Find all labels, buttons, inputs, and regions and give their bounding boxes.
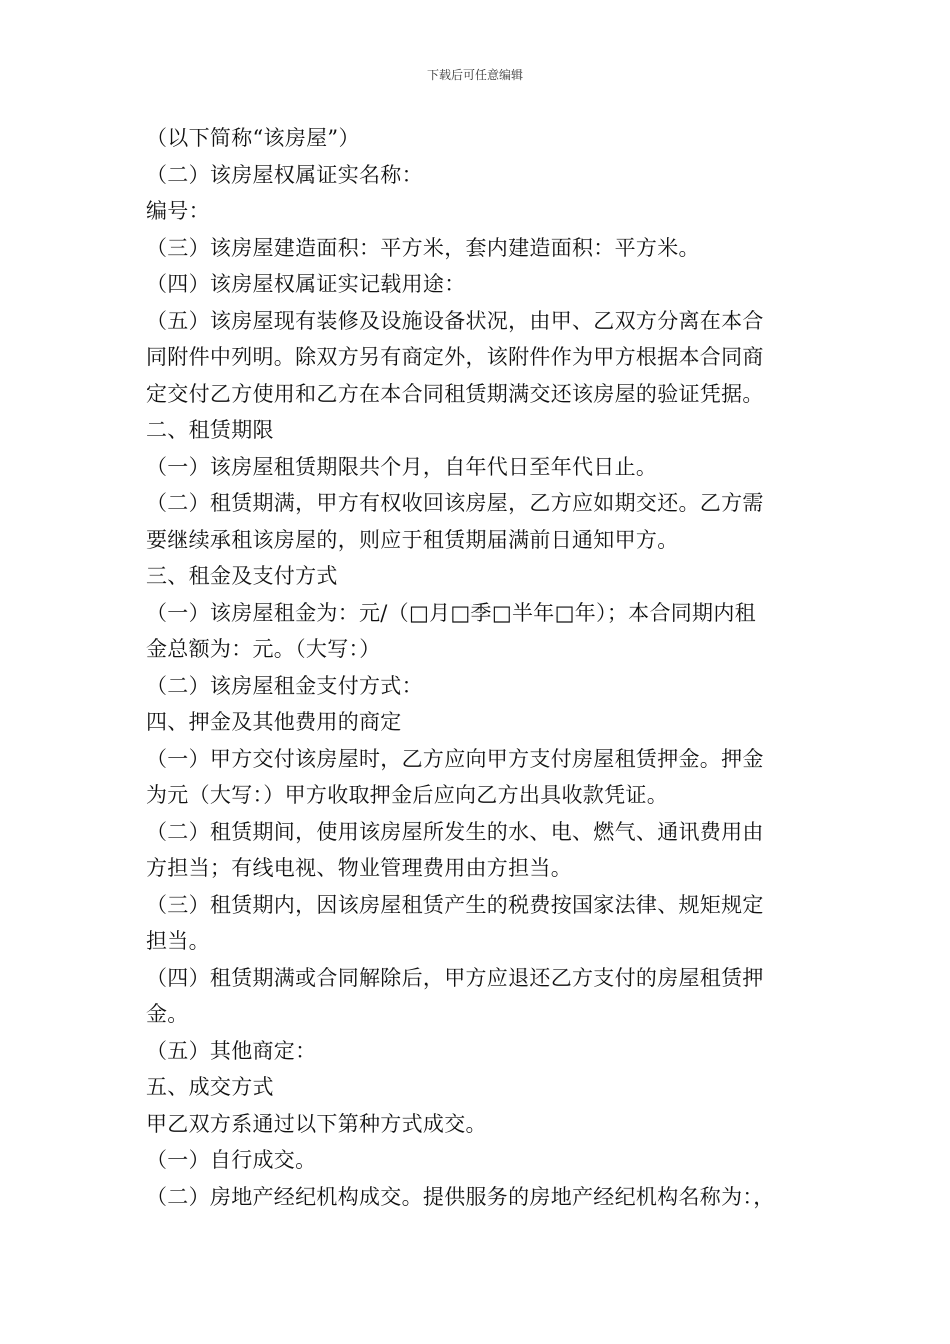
text-line: （五）该房屋现有装修及设施设备状况，由甲、乙双方分离在本合 <box>146 308 764 333</box>
text-line: （一）该房屋租金为：元/（□月□季□半年□年）；本合同期内租 <box>146 600 756 625</box>
text-line: （一）该房屋租赁期限共个月，自年代日至年代日止。 <box>146 454 658 479</box>
text-line: （二）租赁期满，甲方有权收回该房屋，乙方应如期交还。乙方需 <box>146 491 764 515</box>
text-line: （五）其他商定： <box>146 1038 317 1063</box>
text-line: 担当。 <box>146 929 210 953</box>
document-body <box>146 120 826 1215</box>
text-line: 定交付乙方使用和乙方在本合同租赁期满交还该房屋的验证凭据。 <box>146 381 764 406</box>
text-line: （一）自行成交。 <box>146 1148 317 1172</box>
text-line: （二）该房屋权属证实名称： <box>146 162 423 187</box>
text-line: （二）房地产经纪机构成交。提供服务的房地产经纪机构名称为：， <box>146 1184 775 1209</box>
section-heading: 五、成交方式 <box>146 1075 274 1099</box>
text-line: （二）该房屋租金支付方式： <box>146 673 423 698</box>
text-line: 金总额为：元。（大写：） <box>146 637 381 661</box>
text-line: （四）租赁期满或合同解除后，甲方应退还乙方支付的房屋租赁押 <box>146 965 764 990</box>
text-line: （三）该房屋建造面积：平方米，套内建造面积：平方米。 <box>146 235 700 260</box>
text-line: （二）租赁期间，使用该房屋所发生的水、电、燃气、通讯费用由 <box>146 819 764 844</box>
text-line: 编号： <box>146 199 210 223</box>
text-line: 为元（大写：）甲方收取押金后应向乙方出具收款凭证。 <box>146 783 668 807</box>
section-heading: 三、租金及支付方式 <box>146 564 338 588</box>
text-line: 金。 <box>146 1002 189 1026</box>
section-heading: 二、租赁期限 <box>146 418 274 442</box>
section-heading: 四、押金及其他费用的商定 <box>146 710 402 734</box>
text-line: （三）租赁期内，因该房屋租赁产生的税费按国家法律、规矩规定 <box>146 892 764 917</box>
text-line: 要继续承租该房屋的，则应于租赁期届满前日通知甲方。 <box>146 527 679 552</box>
text-line: （一）甲方交付该房屋时，乙方应向甲方支付房屋租赁押金。押金 <box>146 746 764 771</box>
page-header: 下载后可任意编辑 <box>426 68 523 82</box>
text-line: 甲乙双方系通过以下第种方式成交。 <box>146 1111 487 1136</box>
text-line: 同附件中列明。除双方另有商定外，该附件作为甲方根据本合同商 <box>146 345 764 369</box>
text-line: （以下简称“该房屋”） <box>146 126 360 150</box>
text-line: 方担当；有线电视、物业管理费用由方担当。 <box>146 856 572 880</box>
text-line: （四）该房屋权属证实记载用途： <box>146 272 466 296</box>
